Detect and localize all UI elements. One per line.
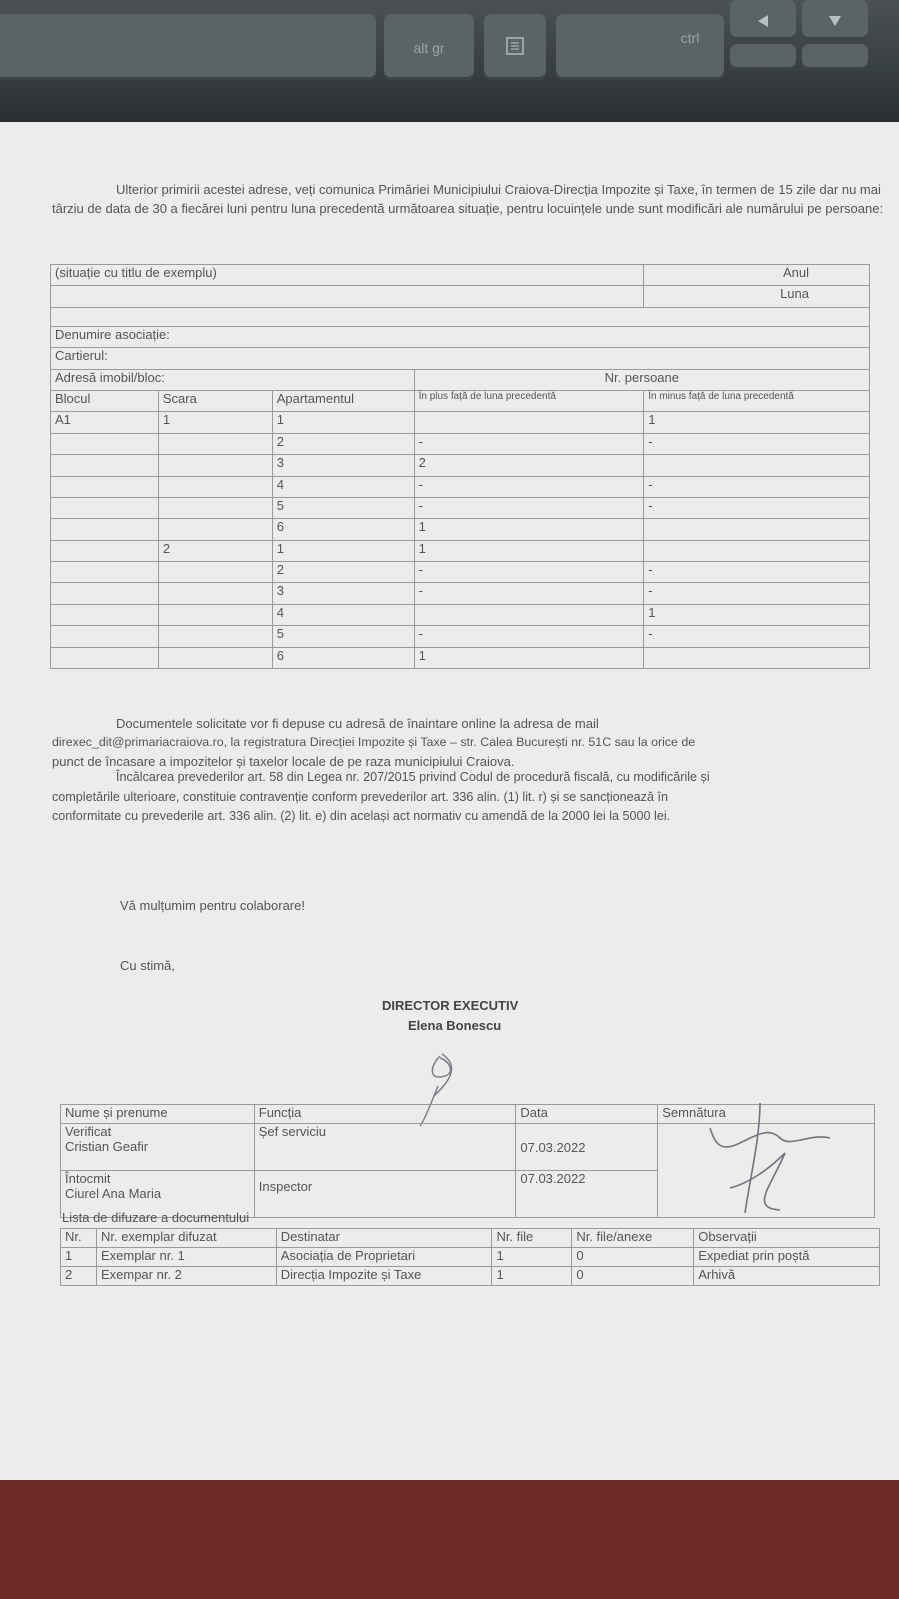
table-cell: - — [414, 562, 644, 583]
table-cell: - — [414, 583, 644, 604]
col-header-apartment: Apartamentul — [272, 390, 414, 411]
sign-header-signature: Semnătura — [658, 1105, 875, 1124]
address-label: Adresă imobil/bloc: — [51, 369, 415, 390]
table-cell — [158, 562, 272, 583]
table-cell: - — [644, 497, 870, 518]
table-cell: 1 — [414, 540, 644, 561]
sign-row2-name: Ciurel Ana Maria — [65, 1186, 162, 1201]
diff-cell: Arhivă — [694, 1267, 880, 1286]
col-header-stair: Scara — [158, 390, 272, 411]
table-cell — [644, 540, 870, 561]
table-cell — [51, 497, 159, 518]
table-cell: 2 — [272, 433, 414, 454]
table-cell: - — [644, 626, 870, 647]
diff-header-pages: Nr. file — [492, 1229, 572, 1248]
diff-cell: 0 — [572, 1267, 694, 1286]
table-cell — [51, 519, 159, 540]
table-cell: 2 — [414, 455, 644, 476]
arrow-left-key-lower — [730, 44, 796, 70]
diffusion-list-title: Lista de difuzare a documentului — [62, 1210, 250, 1225]
diff-cell: Exempar nr. 2 — [96, 1267, 276, 1286]
association-name-label: Denumire asociație: — [51, 326, 870, 347]
director-title: DIRECTOR EXECUTIV — [382, 998, 519, 1013]
table-cell: - — [414, 626, 644, 647]
table-cell: 5 — [272, 497, 414, 518]
table-cell — [51, 562, 159, 583]
diff-header-copy: Nr. exemplar difuzat — [96, 1229, 276, 1248]
year-label: Anul — [644, 265, 870, 286]
table-cell: - — [414, 433, 644, 454]
intro-paragraph: Ulterior primirii acestei adrese, veți comunica Primăriei Municipiului Craiova-Direcția Impozite și Taxe, în termen de 15 zile dar nu mai târziu de data de 30 a fiecărei luni pentru luna precedentă următoarea situație, pentru locuințele unde sunt modificări ale numărului pe persoane: — [52, 182, 884, 216]
diffusion-row — [61, 1248, 880, 1267]
persons-count-header: Nr. persoane — [414, 369, 869, 390]
table-cell — [51, 433, 159, 454]
laptop-keyboard — [0, 0, 899, 130]
table-cell — [158, 519, 272, 540]
table-cell — [158, 476, 272, 497]
table-cell: 6 — [272, 519, 414, 540]
table-row — [51, 647, 870, 668]
director-name: Elena Bonescu — [408, 1018, 502, 1033]
table-cell — [644, 455, 870, 476]
table-cell: 1 — [158, 412, 272, 433]
diff-header-recipient: Destinatar — [276, 1229, 492, 1248]
submission-paragraph-line3: punct de încasare a impozitelor și taxelor locale de pe raza municipiului Craiova. — [52, 754, 515, 769]
diff-cell: Expediat prin poștă — [694, 1248, 880, 1267]
regards-text: Cu stimă, — [120, 958, 175, 973]
table-cell: - — [644, 583, 870, 604]
sign-row1-name: Cristian Geafir — [65, 1139, 149, 1154]
table-cell — [414, 604, 644, 625]
table-cell — [158, 455, 272, 476]
table-row — [51, 497, 870, 518]
table-cell: 4 — [272, 604, 414, 625]
table-cell: 1 — [644, 604, 870, 625]
menu-key — [484, 14, 546, 80]
table-cell — [51, 647, 159, 668]
table-cell: 1 — [414, 647, 644, 668]
space-key — [0, 14, 376, 80]
altgr-key: alt gr — [384, 14, 474, 80]
table-cell — [51, 583, 159, 604]
table-row — [51, 455, 870, 476]
diff-cell: 1 — [492, 1267, 572, 1286]
table-cell: 3 — [272, 455, 414, 476]
arrow-down-key — [802, 0, 868, 40]
sign-header-function: Funcția — [254, 1105, 516, 1124]
table-cell — [158, 626, 272, 647]
diff-cell: 2 — [61, 1267, 97, 1286]
diff-cell: 0 — [572, 1248, 694, 1267]
background-fabric — [0, 1480, 899, 1599]
menu-key-icon — [505, 36, 525, 56]
table-cell — [51, 626, 159, 647]
diff-header-annex: Nr. file/anexe — [572, 1229, 694, 1248]
sign-row2-function: Inspector — [254, 1171, 516, 1218]
penalty-paragraph-line2: completările ulterioare, constituie contravenție conform prevederilor art. 336 alin. (1) lit. r) și se sancționează în — [52, 790, 668, 804]
table-cell — [158, 583, 272, 604]
table-cell — [644, 519, 870, 540]
sign-row2-role: Întocmit — [65, 1171, 111, 1186]
sign-row1-function: Șef serviciu — [254, 1124, 516, 1171]
col-header-plus: În plus față de luna precedentă — [414, 390, 644, 411]
persons-table — [50, 264, 870, 669]
sign-header-date: Data — [516, 1105, 658, 1124]
table-header-row — [51, 390, 870, 411]
arrow-left-icon — [756, 14, 770, 28]
table-row — [51, 583, 870, 604]
sign-row1-date: 07.03.2022 — [516, 1124, 658, 1171]
month-label: Luna — [644, 286, 870, 307]
table-cell: - — [414, 476, 644, 497]
table-cell: 1 — [414, 519, 644, 540]
diff-cell: Exemplar nr. 1 — [96, 1248, 276, 1267]
table-cell — [158, 497, 272, 518]
table-cell: - — [644, 433, 870, 454]
table-cell: 2 — [158, 540, 272, 561]
table-cell — [51, 476, 159, 497]
table-cell — [158, 647, 272, 668]
table-cell: 3 — [272, 583, 414, 604]
submission-paragraph-line2: direxec_dit@primariacraiova.ro, la registratura Direcției Impozite și Taxe – str. Calea București nr. 51C sau la orice de — [52, 735, 696, 749]
sign-row1-role: Verificat — [65, 1124, 112, 1139]
arrow-left-key — [730, 0, 796, 40]
thanks-text: Vă mulțumim pentru colaborare! — [120, 898, 305, 913]
table-cell: - — [644, 476, 870, 497]
district-label: Cartierul: — [51, 348, 870, 369]
table-cell: 1 — [272, 540, 414, 561]
sign-header-name: Nume și prenume — [61, 1105, 255, 1124]
arrow-down-icon — [828, 14, 842, 28]
col-header-block: Blocul — [51, 390, 159, 411]
table-cell — [414, 412, 644, 433]
table-cell: 1 — [644, 412, 870, 433]
handwritten-signatures — [690, 1098, 860, 1228]
table-cell: 6 — [272, 647, 414, 668]
table-cell: A1 — [51, 412, 159, 433]
table-row — [51, 562, 870, 583]
table-cell — [51, 604, 159, 625]
table-cell — [51, 455, 159, 476]
table-cell — [158, 604, 272, 625]
table-row — [51, 412, 870, 433]
diffusion-row — [61, 1267, 880, 1286]
diffusion-table — [60, 1228, 880, 1286]
table-row — [51, 604, 870, 625]
table-cell: - — [414, 497, 644, 518]
table-row — [51, 433, 870, 454]
table-cell: 2 — [272, 562, 414, 583]
table-cell: - — [644, 562, 870, 583]
table-cell — [51, 540, 159, 561]
ctrl-key: ctrl — [556, 14, 724, 80]
table-row — [51, 540, 870, 561]
sign-row2-date: 07.03.2022 — [516, 1171, 658, 1218]
table-row — [51, 476, 870, 497]
submission-paragraph-line1: Documentele solicitate vor fi depuse cu adresă de înaintare online la adresa de mail — [116, 716, 599, 731]
table-cell: 1 — [272, 412, 414, 433]
table-cell — [644, 647, 870, 668]
arrow-down-key-lower — [802, 44, 868, 70]
table-cell: 5 — [272, 626, 414, 647]
diff-cell: Direcția Impozite și Taxe — [276, 1267, 492, 1286]
penalty-paragraph-line3: conformitate cu prevederile art. 336 alin. (2) lit. e) din același act normativ cu amendă de la 2000 lei la 5000 lei. — [52, 809, 671, 823]
diff-cell: 1 — [492, 1248, 572, 1267]
diff-cell: 1 — [61, 1248, 97, 1267]
diff-header-observations: Observații — [694, 1229, 880, 1248]
diff-cell: Asociația de Proprietari — [276, 1248, 492, 1267]
table-row — [51, 519, 870, 540]
col-header-minus: În minus față de luna precedentă — [644, 390, 870, 411]
example-caption: (situație cu titlu de exemplu) — [51, 265, 644, 286]
table-row — [51, 626, 870, 647]
penalty-paragraph-line1: Încălcarea prevederilor art. 58 din Legea nr. 207/2015 privind Codul de procedură fiscală, cu modificările și — [116, 770, 710, 784]
table-cell: 4 — [272, 476, 414, 497]
diff-header-nr: Nr. — [61, 1229, 97, 1248]
table-cell — [158, 433, 272, 454]
